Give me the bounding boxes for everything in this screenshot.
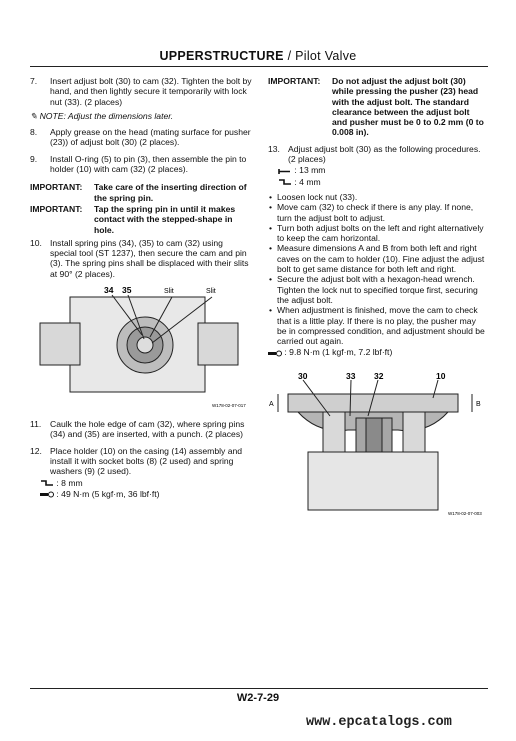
- spec-text: : 9.8 N·m (1 kgf·m, 7.2 lbf·ft): [284, 347, 393, 358]
- step-12: [30, 446, 252, 477]
- spec-13-wrench: [268, 165, 486, 175]
- important-text: Do not adjust the adjust bolt (30) while pressing the pusher (23) head with the adjust bolt. The standard clearance between the adjust bolt and pusher must be 0 to 0.2 mm (0 to 0.008 in).: [332, 76, 484, 138]
- bullet-1: • Loosen lock nut (33).: [268, 192, 486, 202]
- torque-wrench-icon: [268, 350, 282, 357]
- step-text: Install O-ring (5) to pin (3), then assemble the pin to holder (10) with cam (32) (2 places).: [50, 153, 247, 175]
- callout-slit-a: Slit: [164, 288, 174, 296]
- figure-adjust: [268, 372, 486, 517]
- step-11: [30, 419, 252, 440]
- step-number: 12.: [30, 445, 42, 456]
- important-label: IMPORTANT:: [268, 76, 321, 86]
- callout-33: 33: [346, 371, 356, 381]
- step-13: [268, 144, 486, 165]
- bullet-6: • When adjustment is finished, move the cam to check that is a little play. If there is no play, the pusher may be in compressed condition, and adjustment should be carried out again.: [268, 305, 486, 346]
- step-text: Adjust adjust bolt (30) as the following procedures. (2 places): [288, 143, 481, 165]
- callout-30: 30: [298, 371, 308, 381]
- page-header: [0, 49, 516, 63]
- footer-rule: [30, 688, 488, 689]
- step-number: 7.: [30, 76, 38, 86]
- header-rule: [30, 66, 488, 67]
- step-8: [30, 127, 252, 148]
- adjust-bolt-illustration: [268, 372, 486, 517]
- step-10: [30, 238, 252, 279]
- open-wrench-icon: [278, 168, 292, 175]
- step-text: Insert adjust bolt (30) to cam (32). Tighten the bolt by hand, and then lightly secure it temporarily with lock nut (33). (2 places): [50, 76, 252, 107]
- watermark: www.epcatalogs.com: [306, 715, 452, 730]
- important-2: [30, 204, 252, 235]
- figure-code: W178-02-07-017: [212, 403, 246, 409]
- callout-35: 35: [122, 285, 132, 296]
- important-1: [30, 182, 252, 203]
- note-7: [30, 111, 252, 121]
- step-text: Apply grease on the head (mating surface for pusher (23)) of adjust bolt (30) (2 places).: [50, 127, 251, 148]
- callout-slit-b: Slit: [206, 288, 216, 296]
- right-column: [268, 76, 486, 517]
- spec-text: : 4 mm: [294, 176, 321, 187]
- spec-12-wrench: [30, 478, 252, 488]
- important-text: Take care of the inserting direction of the spring pin.: [94, 182, 247, 203]
- bullet-3: • Turn both adjust bolts on the left and right alternatively to keep the cam horizontal.: [268, 223, 486, 244]
- hex-wrench-icon: [40, 480, 54, 487]
- callout-10: 10: [436, 371, 446, 381]
- bullet-5: • Secure the adjust bolt with a hexagon-head wrench. Tighten the lock nut to specified torque first, securing the adjust bolt.: [268, 274, 486, 305]
- step-number: 10.: [30, 237, 42, 248]
- step-text: Caulk the hole edge of cam (32), where spring pins (34) and (35) are inserted, with a punch. (2 places): [50, 419, 245, 440]
- figure-code: W178-02-07-003: [448, 510, 482, 516]
- hex-wrench-icon: [278, 179, 292, 186]
- spec-13-torque: [268, 347, 486, 357]
- torque-wrench-icon: [40, 491, 54, 498]
- left-column: [30, 76, 252, 499]
- figure-spring-pins: [30, 283, 252, 413]
- header-title-bold: UPPERSTRUCTURE: [159, 49, 284, 63]
- spec-text: : 13 mm: [294, 165, 326, 176]
- important-label: IMPORTANT:: [30, 203, 83, 214]
- step-text: Place holder (10) on the casing (14) assembly and install it with socket bolts (8) (2 used) and spring washers (9) (2 used).: [50, 445, 243, 477]
- important-text: Tap the spring pin in until it makes contact with the stepped-shape in hole.: [94, 203, 236, 235]
- important-label: IMPORTANT:: [30, 182, 83, 193]
- bullet-4: • Measure dimensions A and B from both left and right caves on the cam to holder (10). Fine adjust the adjust bolt to get same distance for both left and right.: [268, 243, 486, 274]
- note-text: NOTE: Adjust the dimensions later.: [39, 110, 174, 121]
- step-9: [30, 154, 252, 175]
- dimension-b: B: [476, 400, 481, 408]
- step-number: 11.: [30, 419, 42, 430]
- note-icon: ✎: [30, 110, 38, 121]
- spec-text: : 8 mm: [56, 477, 83, 488]
- step-number: 9.: [30, 153, 38, 164]
- step-number: 13.: [268, 143, 280, 154]
- dimension-a: A: [269, 400, 274, 408]
- spec-12-torque: [30, 489, 252, 499]
- important-3: [268, 76, 486, 138]
- step-number: 8.: [30, 127, 38, 138]
- spec-text: : 49 N·m (5 kgf·m, 36 lbf·ft): [56, 488, 160, 499]
- step-7: [30, 76, 252, 107]
- spring-pin-illustration: [30, 283, 252, 413]
- header-title-rest: / Pilot Valve: [283, 49, 357, 63]
- callout-34: 34: [104, 285, 114, 296]
- bullet-2: • Move cam (32) to check if there is any play. If none, turn the adjust bolt to adjust.: [268, 202, 486, 223]
- step-text: Install spring pins (34), (35) to cam (32) using special tool (ST 1237), then secure the cam and pin (3). The spring pins shall be displaced with their slits at 90° (2 places).: [50, 237, 249, 279]
- spec-13-hex: [268, 177, 486, 187]
- callout-32: 32: [374, 371, 384, 381]
- page-number: W2-7-29: [236, 692, 280, 704]
